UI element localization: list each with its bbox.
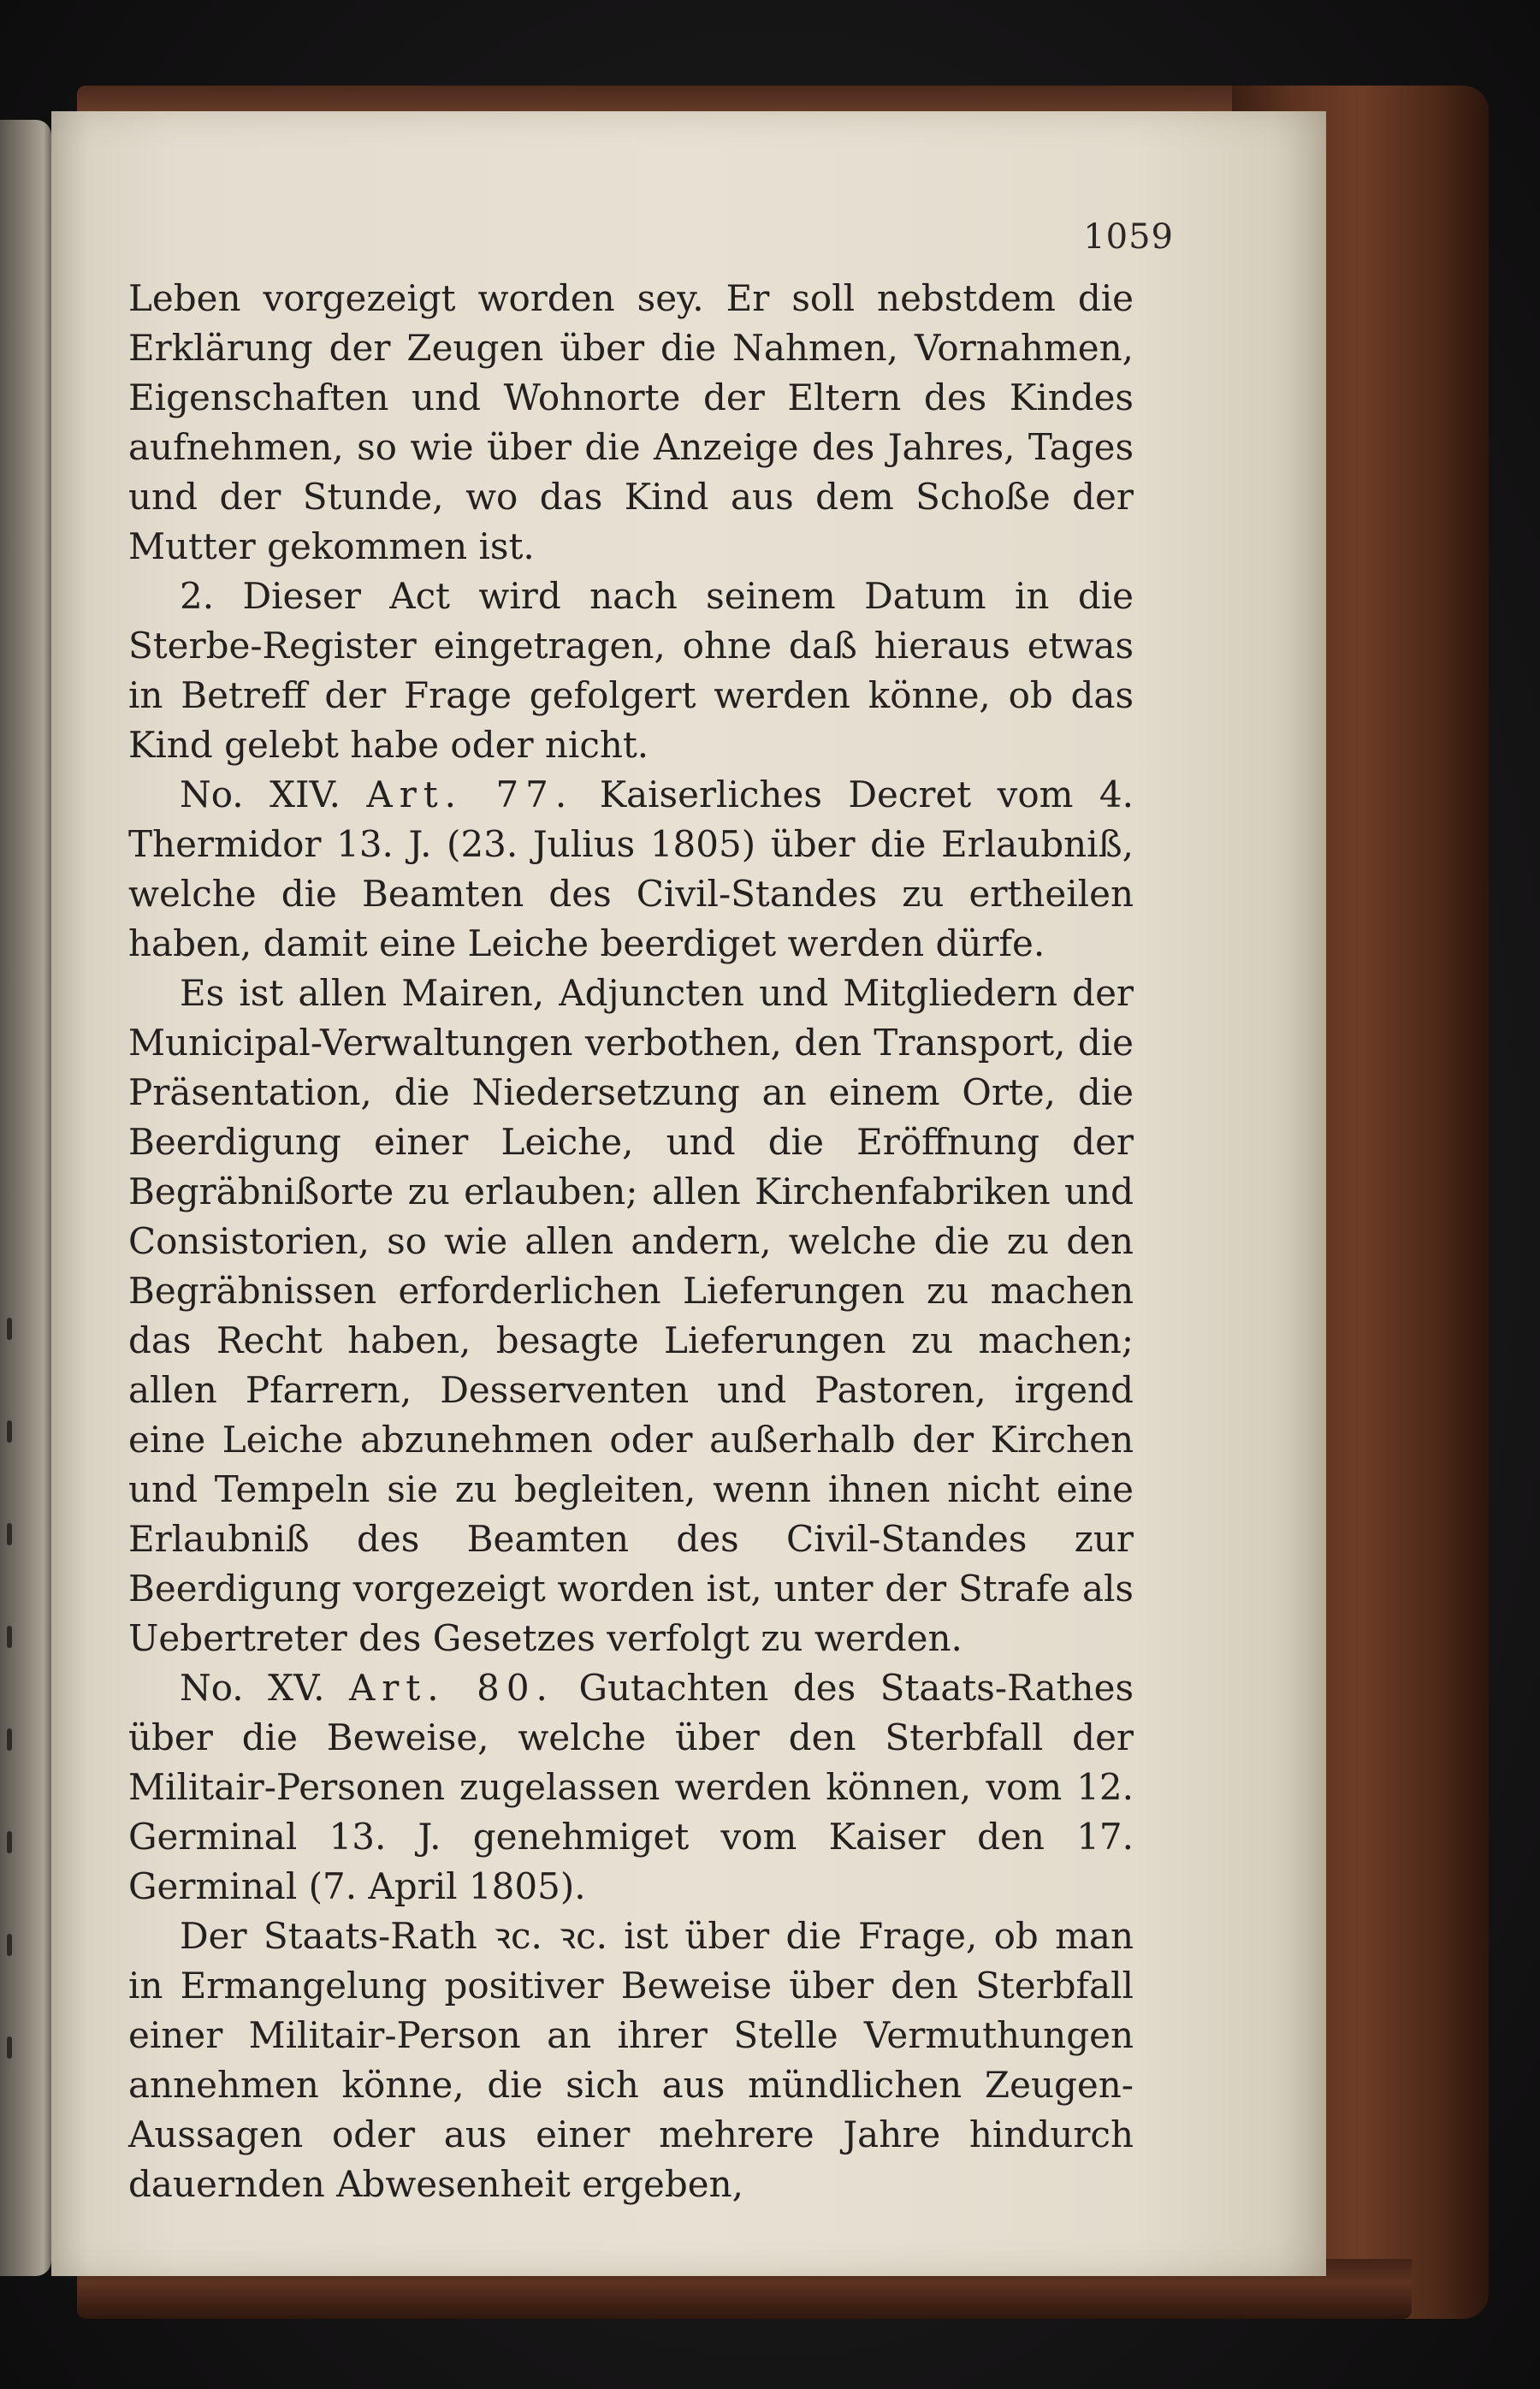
section-title: Gutachten des Staats-Rathes über die Beweise, welche über den Sterbfall der Militair-Personen zugelassen werden können, vom 12. Germinal 13. J. genehmiget vom Kaiser den 17. Germinal (7. April 1805). bbox=[128, 1667, 1134, 1907]
paragraph-no-xv-body: Der Staats-Rath ꝛc. ꝛc. ist über die Frage, ob man in Ermangelung positiver Beweise über den Sterbfall einer Militair-Person an ihrer Stelle Vermuthungen annehmen könne, die sich aus mündlichen Zeugen-Aussagen oder aus einer mehrere Jahre hindurch dauernden Abwesenheit ergeben, bbox=[128, 1915, 1134, 2205]
page-text bbox=[128, 274, 1134, 2209]
article-number: Art. 80. bbox=[348, 1667, 554, 1709]
paragraph-no-xiv-body: Es ist allen Mairen, Adjuncten und Mitgliedern der Municipal-Verwaltungen verbothen, den Transport, die Präsentation, die Niedersetzung an einem Orte, die Beerdigung einer Leiche, und die Eröffnung der Begräbnißorte zu erlauben; allen Kirchenfabriken und Consistorien, so wie allen andern, welche die zu den Begräbnissen erforderlichen Lieferungen zu machen das Recht haben, besagte Lieferungen zu machen; allen Pfarrern, Desserventen und Pastoren, irgend eine Leiche abzunehmen oder außerhalb der Kirchen und Tempeln sie zu begleiten, wenn ihnen nicht eine Erlaubniß des Beamten des Civil-Standes zur Beerdigung vorgezeigt worden ist, unter der Strafe als Uebertreter des Gesetzes verfolgt zu werden. bbox=[128, 972, 1134, 1659]
section-number: No. XV. bbox=[180, 1667, 325, 1709]
paragraph-continuation: Leben vorgezeigt worden sey. Er soll nebstdem die Erklärung der Zeugen über die Nahmen, Vornahmen, Eigenschaften und Wohnorte der Eltern des Kindes aufnehmen, so wie über die Anzeige des Jahres, Tages und der Stunde, wo das Kind aus dem Schoße der Mutter gekommen ist. bbox=[128, 277, 1134, 567]
book-page bbox=[51, 111, 1326, 2276]
page-edge-marks bbox=[7, 1318, 24, 2173]
page-number: 1059 bbox=[1083, 217, 1174, 257]
paragraph-item-2: 2. Dieser Act wird nach seinem Datum in die Sterbe-Register eingetragen, ohne daß hieraus etwas in Betreff der Frage gefolgert werden könne, ob das Kind gelebt habe oder nicht. bbox=[128, 575, 1134, 766]
section-heading-no-xv bbox=[128, 1663, 1134, 1912]
article-number: Art. 77. bbox=[366, 774, 574, 815]
previous-page-edge bbox=[0, 120, 51, 2276]
section-heading-no-xiv bbox=[128, 770, 1134, 969]
section-number: No. XIV. bbox=[180, 774, 341, 815]
section-title: Kaiserliches Decret vom 4. Thermidor 13. J. (23. Julius 1805) über die Erlaubniß, welche die Beamten des Civil-Standes zu ertheilen haben, damit eine Leiche beerdiget werden dürfe. bbox=[128, 774, 1134, 964]
